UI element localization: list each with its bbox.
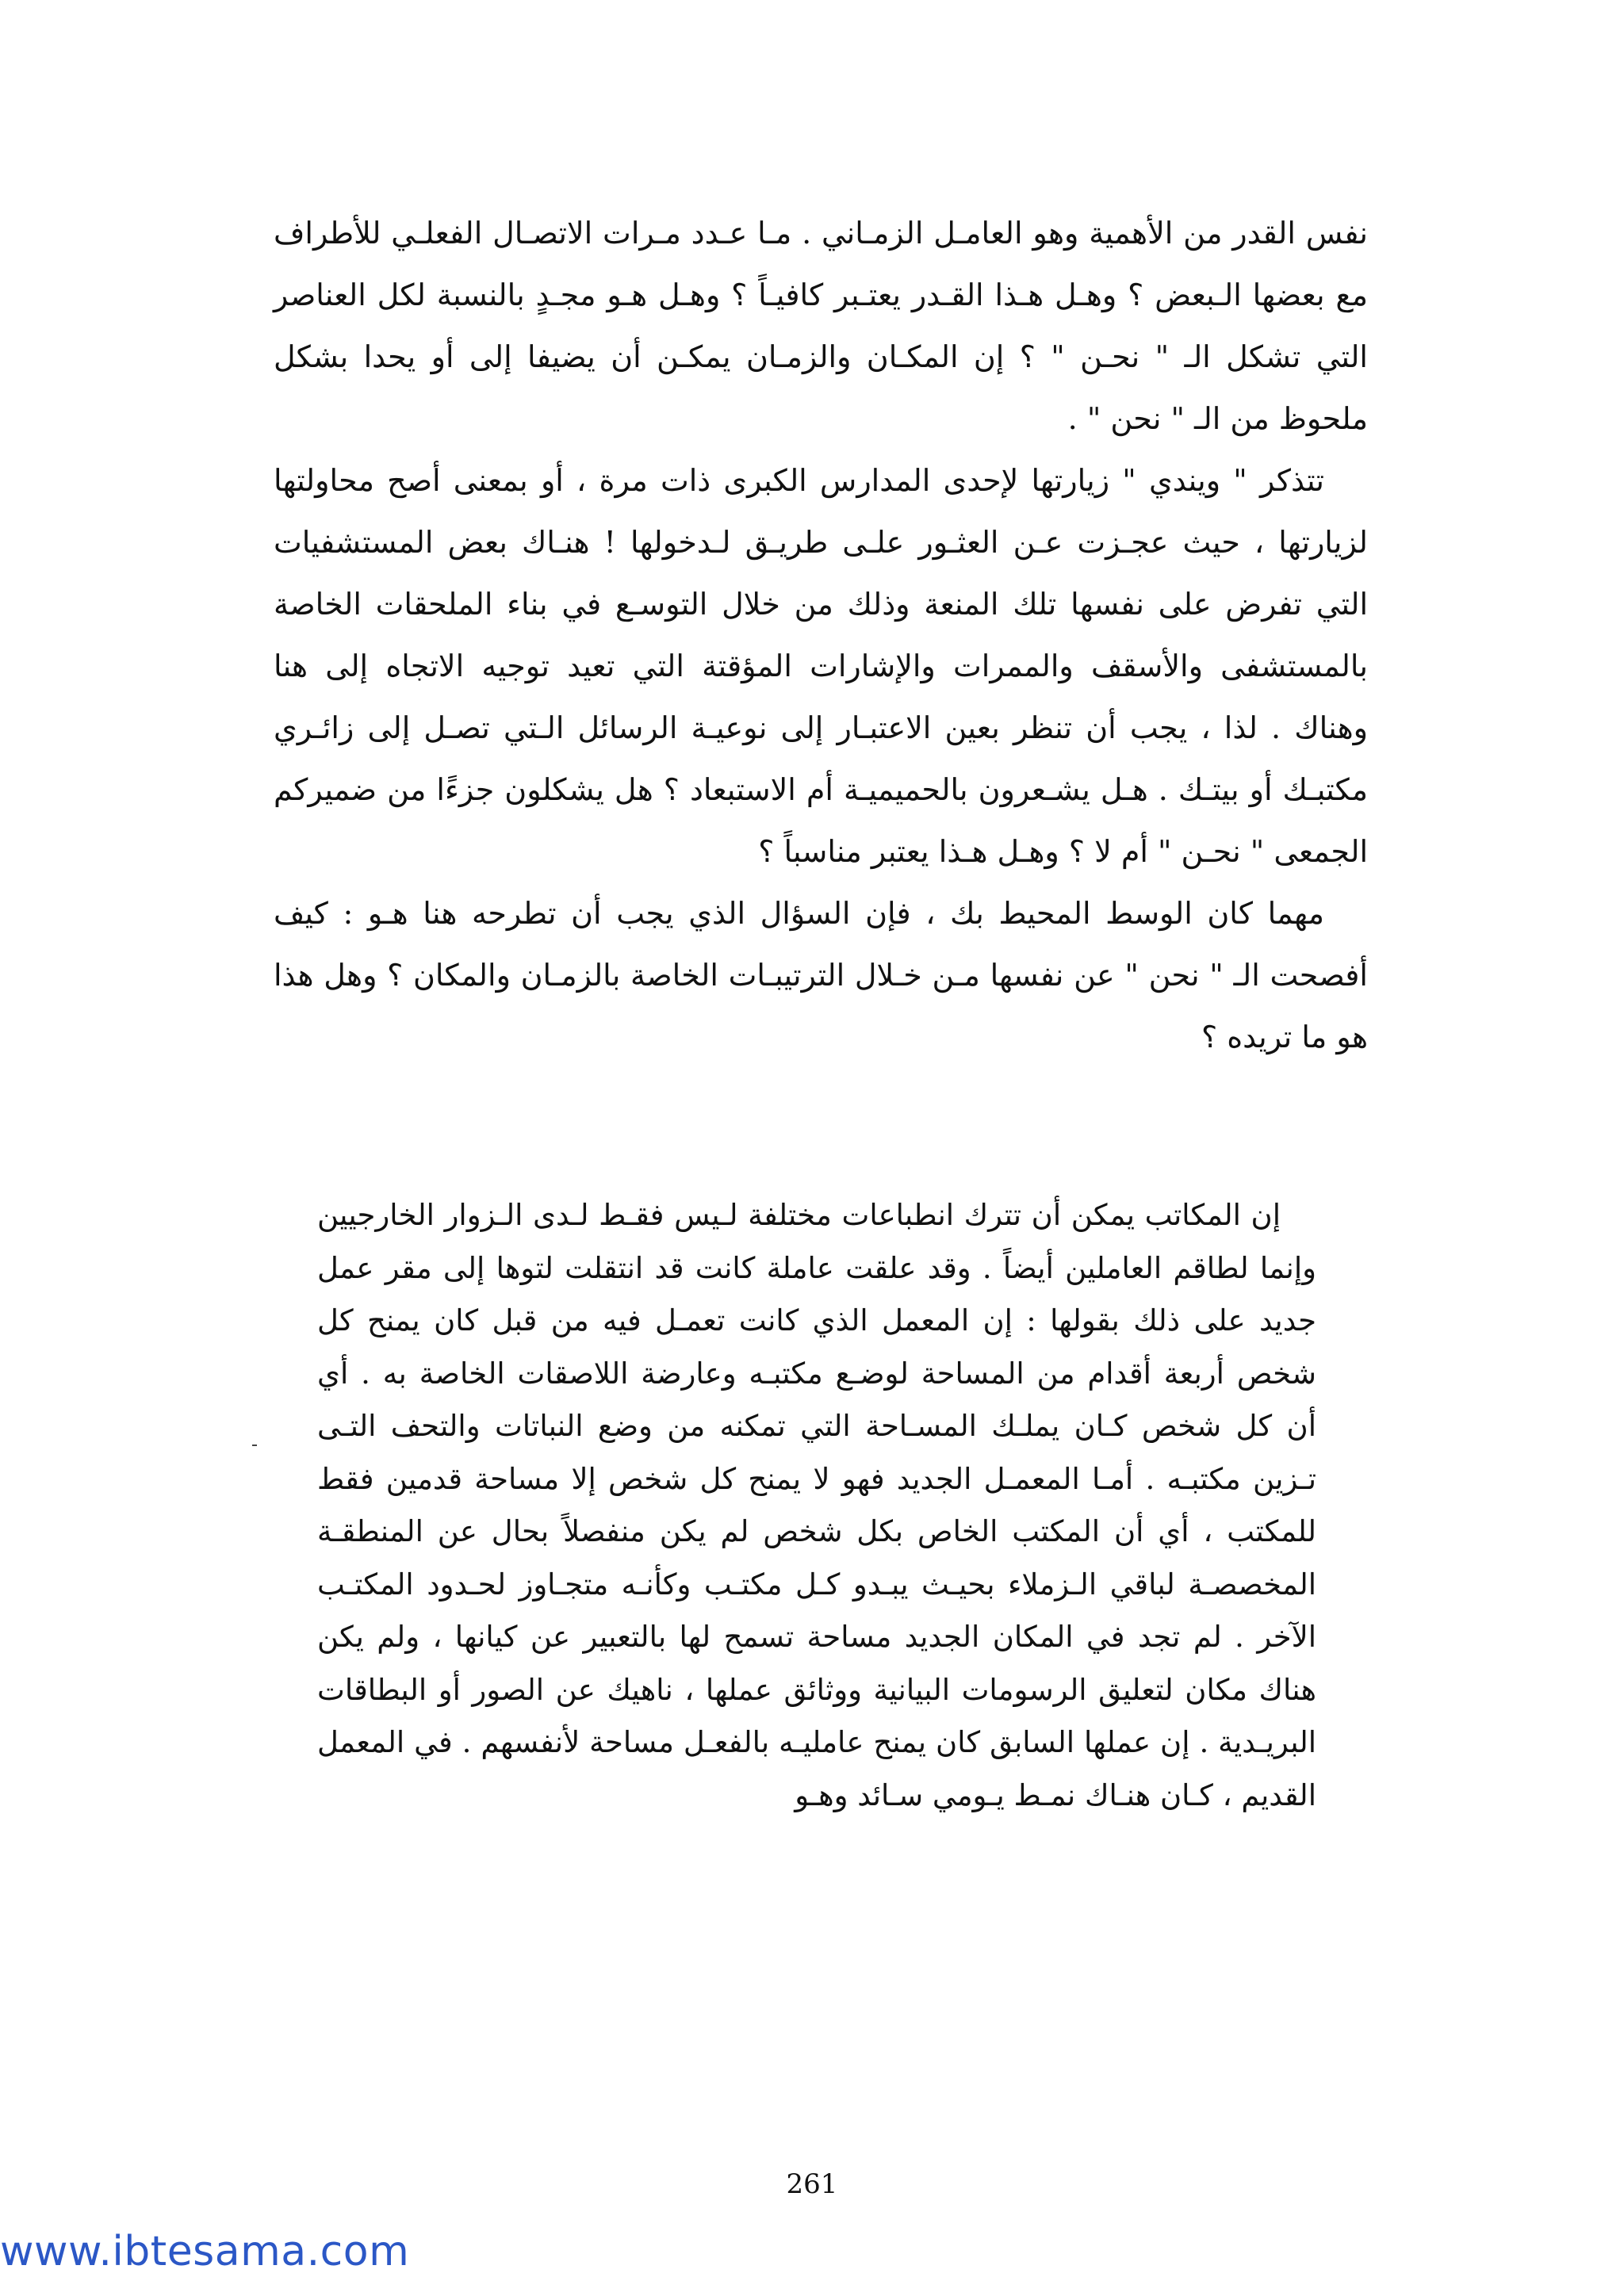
page-number: 261	[786, 2168, 838, 2200]
margin-mark	[252, 1445, 257, 1446]
example-text-block	[317, 1189, 1316, 1822]
main-text-block	[274, 202, 1368, 1068]
paragraph-office-example: إن المكاتب يمكن أن تترك انطباعات مختلفة لـيس فقـط لـدى الـزوار الخارجيين وإنما لطاقم العاملين أيضاً . وقد علقت عاملة كانت قد انتقلت لتوها إلى مقر عمل جديد على ذلك بقولها : إن المعمل الذي كانت تعمـل فيه من قبل كان يمنح كل شخص أربعة أقدام من المساحة لوضـع مكتبـه وعارضة اللاصقات الخاصة به . أي أن كل شخص كـان يملـك المسـاحة التي تمكنه من وضع النباتات والتحف التـى تـزين مكتبـه . أمـا المعمـل الجديد فهو لا يمنح كل شخص إلا مساحة قدمين فقط للمكتب ، أي أن المكتب الخاص بكل شخص لم يكن منفصلاً بحال عن المنطقـة المخصصـة لباقي الـزملاء بحيـث يبـدو كـل مكتـب وكأنـه متجـاوز لحـدود المكتـب الآخر . لم تجد في المكان الجديد مساحة تسمح لها بالتعبير عن كيانها ، ولم يكن هناك مكان لتعليق الرسومات البيانية ووثائق عملها ، ناهيك عن الصور أو البطاقات البريـدية . إن عملها السابق كان يمنح عامليـه بالفعـل مساحة لأنفسهم . في المعمل القديم ، كـان هنـاك نمـط يـومي سـائد وهـو	[317, 1198, 1316, 1812]
paragraph-question: مهما كان الوسط المحيط بك ، فإن السؤال الذي يجب أن تطرحه هنا هـو : كيف أفصحت الـ " نحن " عن نفسها مـن خـلال الترتيبـات الخاصة بالزمـان والمكان ؟ وهل هذا هو ما تريده ؟	[274, 896, 1368, 1054]
paragraph-time-factor: نفس القدر من الأهمية وهو العامـل الزمـاني . مـا عـدد مـرات الاتصـال الفعلـي للأطراف مع بعضها الـبعض ؟ وهـل هـذا القـدر يعتـبر كافيـاً ؟ وهـل هـو مجـدٍ بالنسبة لكل العناصر التي تشكل الـ " نحـن " ؟ إن المكـان والزمـان يمكـن أن يضيفا إلى أو يحدا بشكل ملحوظ من الـ " نحن " .	[274, 216, 1368, 436]
paragraph-wendy-visit: تتذكر " ويندي " زيارتها لإحدى المدارس الكبرى ذات مرة ، أو بمعنى أصح محاولتها لزيارتها ، حيث عجـزت عـن العثـور علـى طريـق لـدخولها ! هنـاك بعض المستشفيات التي تفرض على نفسها تلك المنعة وذلك من خلال التوسـع في بناء الملحقات الخاصة بالمستشفى والأسقف والممرات والإشارات المؤقتة التي تعيد توجيه الاتجاه إلى هنا وهناك . لذا ، يجب أن تنظر بعين الاعتبـار إلى نوعيـة الرسائل الـتي تصـل إلى زائـري مكتبـك أو بيتـك . هـل يشـعرون بالحميميـة أم الاستبعاد ؟ هل يشكلون جزءًا من ضميركم الجمعى " نحـن " أم لا ؟ وهـل هـذا يعتبر مناسباً ؟	[274, 463, 1369, 869]
watermark-url: www.ibtesama.com	[0, 2228, 410, 2275]
